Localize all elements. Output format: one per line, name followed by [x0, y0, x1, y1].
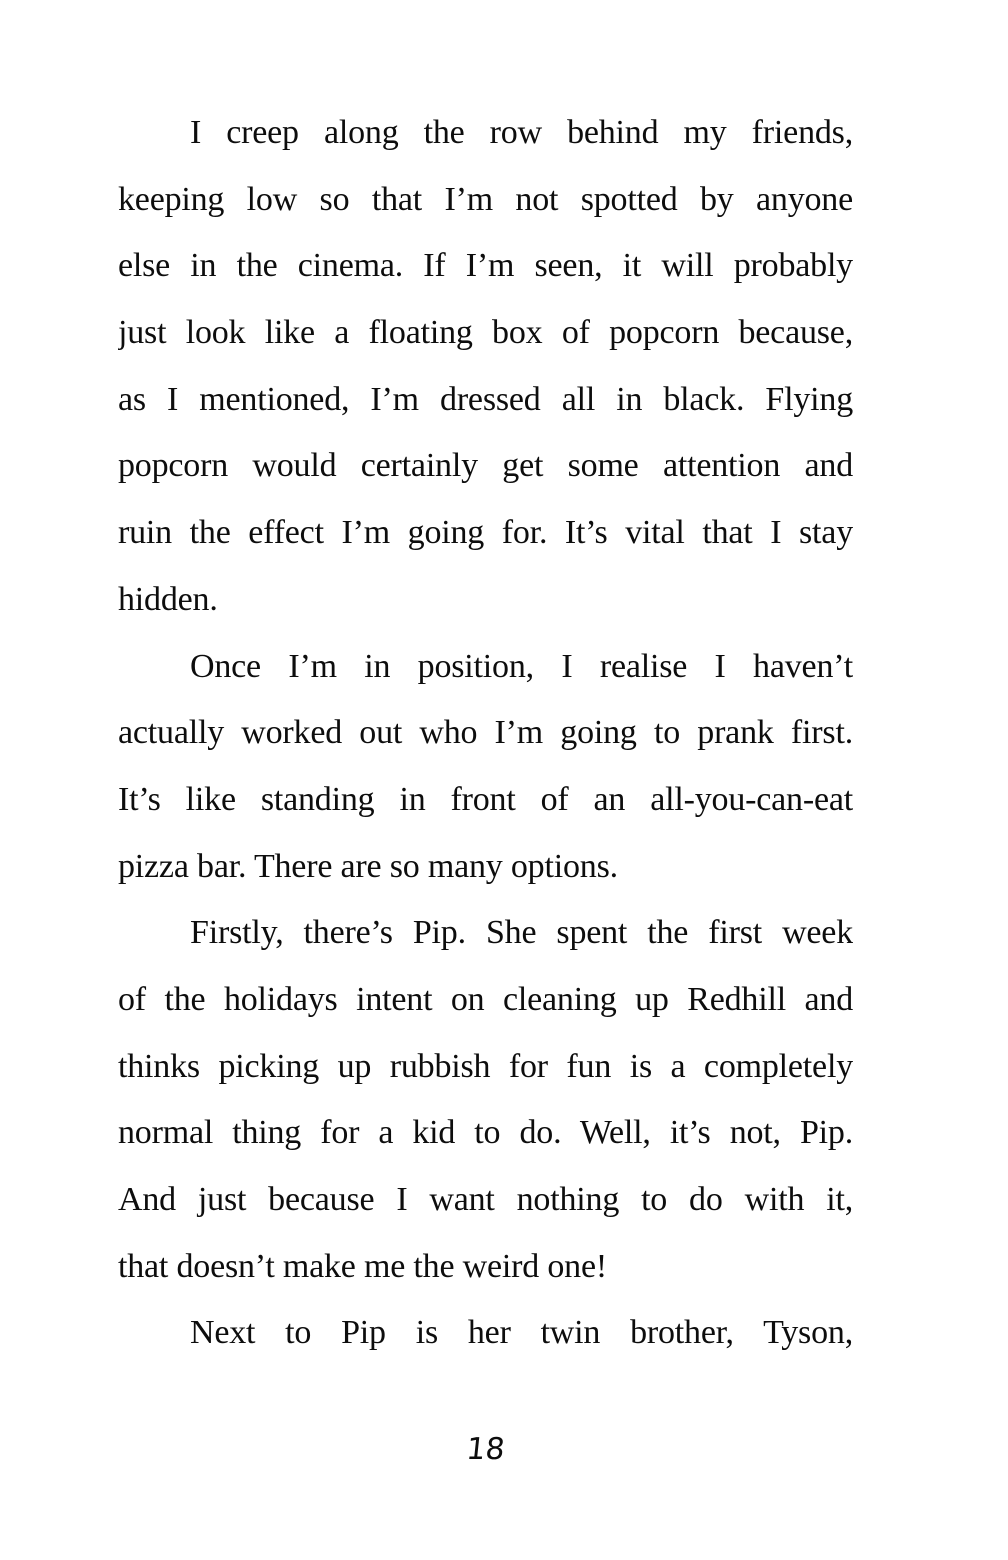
text-line: else in the cinema. If I’m seen, it will probably [118, 247, 853, 285]
text-line: And just because I want nothing to do with it, [118, 1181, 853, 1218]
text-line: Firstly, there’s Pip. She spent the first week [190, 914, 853, 952]
paragraph [118, 1300, 853, 1367]
text-line: pizza bar. There are so many options. [118, 847, 618, 885]
text-line: Once I’m in position, I realise I haven’t [190, 647, 853, 685]
text-line: Next to Pip is her twin brother, Tyson, [190, 1314, 853, 1352]
text-line: hidden. [118, 580, 218, 618]
paragraph [118, 900, 853, 1300]
text-line: thinks picking up rubbish for fun is a completely [118, 1047, 853, 1085]
text-line: as I mentioned, I’m dressed all in black. Flying [118, 380, 853, 418]
text-line: popcorn would certainly get some attention and [118, 447, 853, 485]
text-line: actually worked out who I’m going to prank first. [118, 714, 853, 752]
paragraph [118, 100, 853, 634]
text-line: I creep along the row behind my friends, [190, 114, 853, 151]
text-line: keeping low so that I’m not spotted by anyone [118, 180, 853, 218]
page-number: 18 [464, 1432, 507, 1467]
text-line: that doesn’t make me the weird one! [118, 1247, 607, 1285]
text-line: just look like a floating box of popcorn because, [118, 314, 853, 352]
paragraph [118, 634, 853, 901]
text-line: normal thing for a kid to do. Well, it’s not, Pip. [118, 1114, 853, 1152]
body-text [118, 100, 853, 1367]
text-line: ruin the effect I’m going for. It’s vital that I stay [118, 514, 853, 552]
text-line: of the holidays intent on cleaning up Redhill and [118, 980, 853, 1018]
text-line: It’s like standing in front of an all-you-can-eat [118, 780, 853, 818]
